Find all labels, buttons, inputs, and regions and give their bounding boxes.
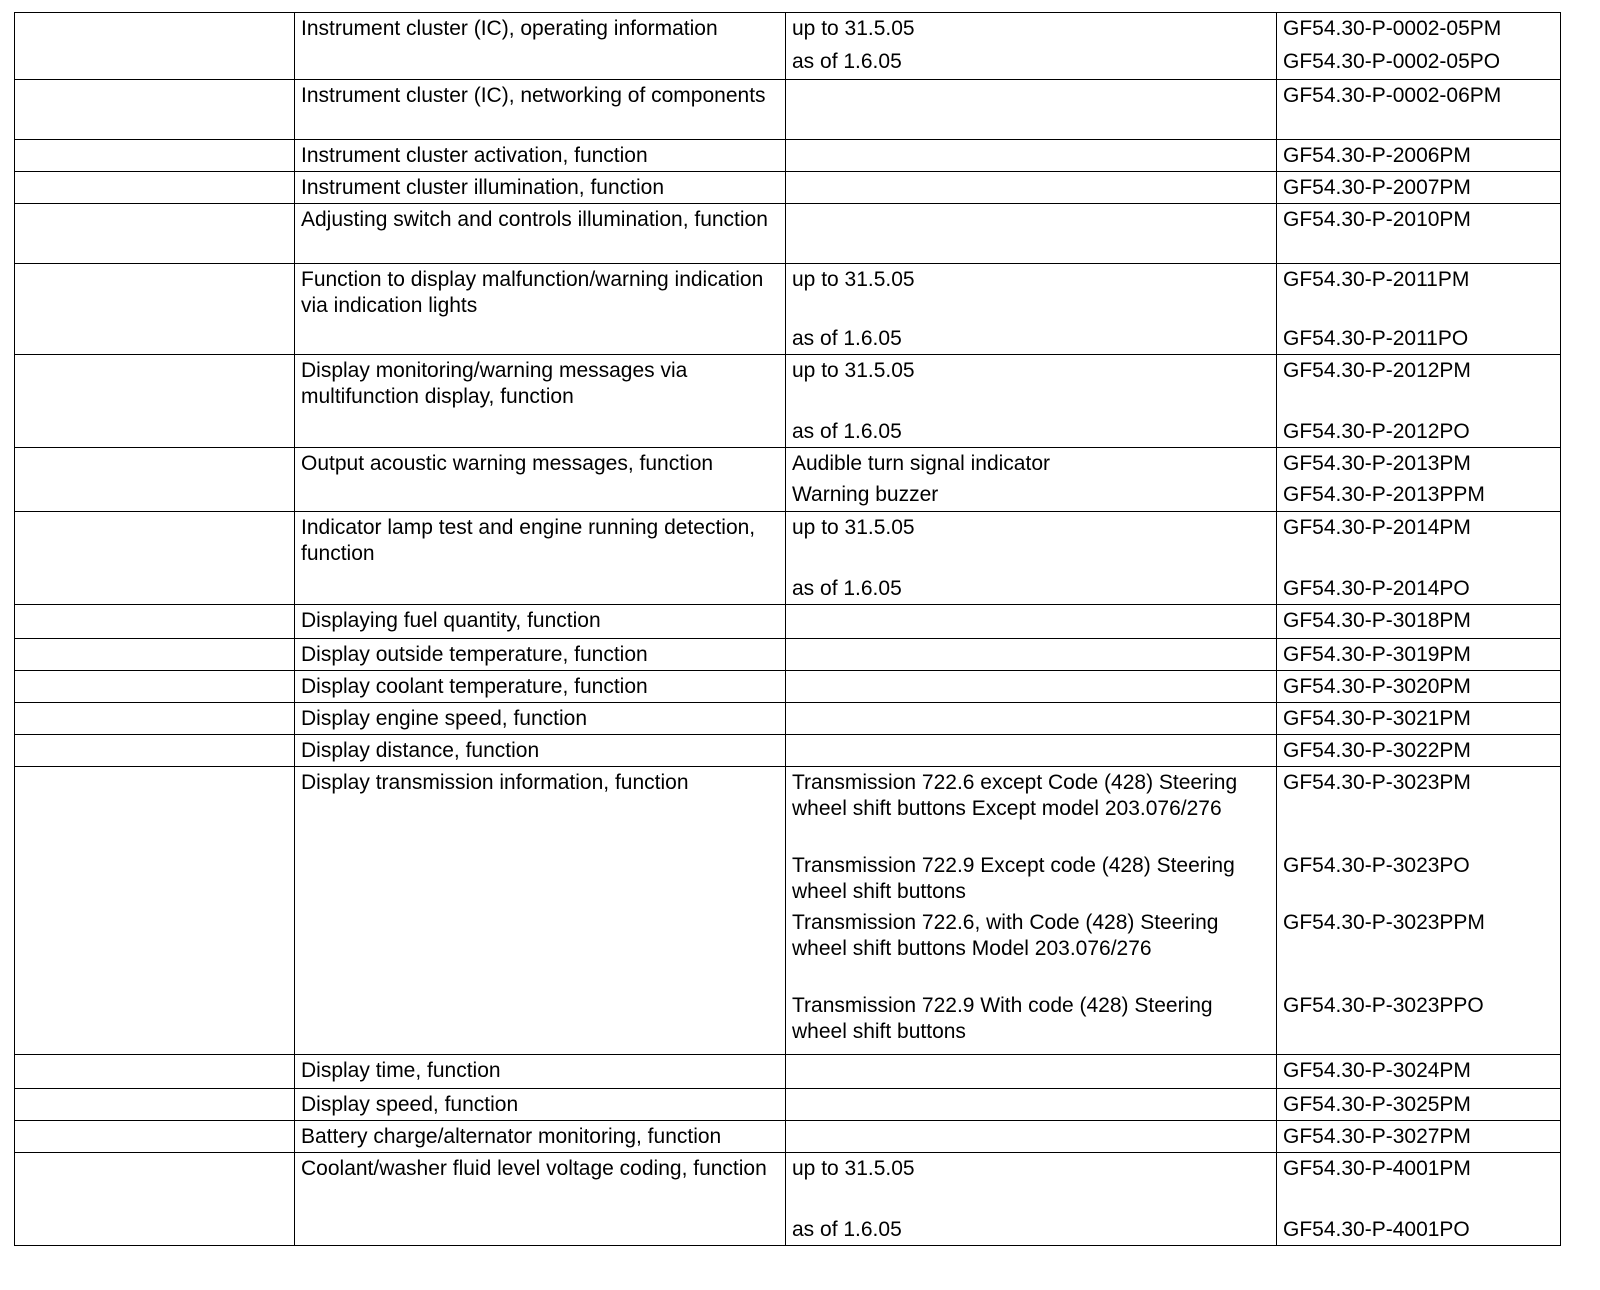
document-number-text: GF54.30-P-2011PO [1283, 327, 1469, 350]
document-number-text: GF54.30-P-3023PO [1283, 854, 1470, 877]
condition-text [792, 143, 1270, 169]
table-row [15, 80, 1561, 140]
document-number-text: GF54.30-P-2012PO [1283, 420, 1470, 443]
document-number-cell [1277, 1055, 1561, 1089]
empty-cell [15, 204, 295, 264]
description-cell: Display coolant temperature, function [295, 671, 786, 703]
document-number-cell [1277, 204, 1561, 264]
table-row [15, 605, 1561, 639]
condition-text [792, 175, 1270, 201]
document-number-text: GF54.30-P-3021PM [1283, 707, 1471, 730]
condition-cell [786, 1153, 1277, 1246]
empty-cell [15, 767, 295, 1055]
condition-cell [786, 448, 1277, 512]
table-row [15, 1089, 1561, 1121]
table-row [15, 1121, 1561, 1153]
condition-text [792, 706, 1270, 732]
description-cell: Instrument cluster (IC), operating information [295, 13, 786, 80]
document-number-text: GF54.30-P-2007PM [1283, 176, 1471, 199]
document-table [14, 12, 1561, 1246]
condition-text: Transmission 722.9 With code (428) Steering wheel shift buttons [792, 994, 1213, 1043]
condition-text: as of 1.6.05 [792, 577, 902, 600]
table-row [15, 140, 1561, 172]
condition-cell [786, 80, 1277, 140]
description-cell: Output acoustic warning messages, function [295, 448, 786, 512]
empty-cell [15, 639, 295, 671]
document-number-cell [1277, 13, 1561, 80]
document-number-text: GF54.30-P-4001PO [1283, 1218, 1470, 1241]
document-number-cell [1277, 448, 1561, 512]
document-number-cell [1277, 703, 1561, 735]
document-number-cell [1277, 264, 1561, 355]
table-row [15, 671, 1561, 703]
document-number-text: GF54.30-P-2013PM [1283, 452, 1471, 475]
condition-text [792, 738, 1270, 764]
document-number-text: GF54.30-P-0002-05PO [1283, 50, 1501, 73]
condition-text: as of 1.6.05 [792, 1218, 902, 1241]
condition-text: up to 31.5.05 [792, 516, 915, 539]
document-number-cell [1277, 1121, 1561, 1153]
condition-text [792, 207, 1270, 233]
table-row [15, 355, 1561, 448]
document-number-text: GF54.30-P-2012PM [1283, 359, 1471, 382]
description-cell: Display speed, function [295, 1089, 786, 1121]
description-cell: Indicator lamp test and engine running detection, function [295, 512, 786, 605]
document-number-cell [1277, 671, 1561, 703]
table-row [15, 703, 1561, 735]
condition-text [792, 1124, 1270, 1150]
document-number-text: GF54.30-P-2014PM [1283, 516, 1471, 539]
document-number-text: GF54.30-P-0002-06PM [1283, 84, 1502, 107]
condition-cell [786, 639, 1277, 671]
condition-text: as of 1.6.05 [792, 327, 902, 350]
condition-cell [786, 172, 1277, 204]
condition-text [792, 83, 1270, 109]
empty-cell [15, 264, 295, 355]
document-number-text: GF54.30-P-2011PM [1283, 268, 1470, 291]
table-row [15, 767, 1561, 1055]
description-cell: Display transmission information, function [295, 767, 786, 1055]
table-row [15, 204, 1561, 264]
document-number-cell [1277, 355, 1561, 448]
table-row [15, 448, 1561, 512]
condition-text: Transmission 722.6, with Code (428) Steering wheel shift buttons Model 203.076/276 [792, 911, 1219, 960]
document-number-text: GF54.30-P-3024PM [1283, 1059, 1471, 1082]
document-number-text: GF54.30-P-4001PM [1283, 1157, 1471, 1180]
document-number-text: GF54.30-P-2010PM [1283, 208, 1471, 231]
condition-text: up to 31.5.05 [792, 17, 915, 40]
document-number-text: GF54.30-P-0002-05PM [1283, 17, 1502, 40]
description-cell: Display outside temperature, function [295, 639, 786, 671]
description-cell: Function to display malfunction/warning indication via indication lights [295, 264, 786, 355]
condition-cell [786, 355, 1277, 448]
document-number-text: GF54.30-P-2006PM [1283, 144, 1471, 167]
description-cell: Display time, function [295, 1055, 786, 1089]
empty-cell [15, 1055, 295, 1089]
condition-text: Transmission 722.9 Except code (428) Steering wheel shift buttons [792, 854, 1235, 903]
document-number-text: GF54.30-P-3023PPM [1283, 911, 1485, 934]
table-body [15, 13, 1561, 1246]
document-number-text: GF54.30-P-2013PPM [1283, 483, 1485, 506]
condition-text [792, 642, 1270, 668]
condition-text: Transmission 722.6 except Code (428) Steering wheel shift buttons Except model 203.076/276 [792, 771, 1238, 820]
empty-cell [15, 1153, 295, 1246]
description-cell: Adjusting switch and controls illumination, function [295, 204, 786, 264]
table-row [15, 264, 1561, 355]
condition-text [792, 608, 1270, 634]
empty-cell [15, 13, 295, 80]
document-number-cell [1277, 1153, 1561, 1246]
document-number-cell [1277, 767, 1561, 1055]
table-row [15, 512, 1561, 605]
document-number-cell [1277, 512, 1561, 605]
document-number-cell [1277, 1089, 1561, 1121]
table-row [15, 1055, 1561, 1089]
document-number-text: GF54.30-P-3025PM [1283, 1093, 1471, 1116]
document-number-text: GF54.30-P-3019PM [1283, 643, 1471, 666]
condition-text [792, 1058, 1270, 1084]
empty-cell [15, 735, 295, 767]
condition-text: up to 31.5.05 [792, 268, 915, 291]
document-number-cell [1277, 80, 1561, 140]
document-number-text: GF54.30-P-3023PM [1283, 771, 1471, 794]
condition-cell [786, 264, 1277, 355]
document-number-text: GF54.30-P-3023PPO [1283, 994, 1484, 1017]
description-cell: Instrument cluster (IC), networking of components [295, 80, 786, 140]
document-number-cell [1277, 639, 1561, 671]
document-number-text: GF54.30-P-3027PM [1283, 1125, 1471, 1148]
empty-cell [15, 1121, 295, 1153]
description-cell: Display distance, function [295, 735, 786, 767]
description-cell: Instrument cluster illumination, function [295, 172, 786, 204]
document-number-cell [1277, 140, 1561, 172]
condition-cell [786, 767, 1277, 1055]
condition-text: as of 1.6.05 [792, 50, 902, 73]
condition-text: up to 31.5.05 [792, 1157, 915, 1180]
table-row [15, 1153, 1561, 1246]
condition-text: as of 1.6.05 [792, 420, 902, 443]
condition-cell [786, 1055, 1277, 1089]
condition-text: Warning buzzer [792, 483, 939, 506]
empty-cell [15, 140, 295, 172]
empty-cell [15, 355, 295, 448]
condition-cell [786, 703, 1277, 735]
description-cell: Display engine speed, function [295, 703, 786, 735]
empty-cell [15, 448, 295, 512]
condition-text [792, 1092, 1270, 1118]
table-row [15, 13, 1561, 80]
document-number-cell [1277, 605, 1561, 639]
empty-cell [15, 703, 295, 735]
condition-cell [786, 13, 1277, 80]
empty-cell [15, 605, 295, 639]
empty-cell [15, 80, 295, 140]
condition-cell [786, 140, 1277, 172]
condition-text [792, 674, 1270, 700]
empty-cell [15, 1089, 295, 1121]
empty-cell [15, 172, 295, 204]
condition-cell [786, 671, 1277, 703]
description-cell: Display monitoring/warning messages via multifunction display, function [295, 355, 786, 448]
description-cell: Displaying fuel quantity, function [295, 605, 786, 639]
condition-cell [786, 512, 1277, 605]
description-cell: Battery charge/alternator monitoring, function [295, 1121, 786, 1153]
condition-cell [786, 1089, 1277, 1121]
empty-cell [15, 671, 295, 703]
document-number-text: GF54.30-P-2014PO [1283, 577, 1470, 600]
description-cell: Instrument cluster activation, function [295, 140, 786, 172]
document-number-cell [1277, 172, 1561, 204]
condition-cell [786, 735, 1277, 767]
condition-text: up to 31.5.05 [792, 359, 915, 382]
table-row [15, 172, 1561, 204]
condition-cell [786, 1121, 1277, 1153]
condition-text: Audible turn signal indicator [792, 452, 1050, 475]
document-number-text: GF54.30-P-3020PM [1283, 675, 1471, 698]
document-number-text: GF54.30-P-3022PM [1283, 739, 1471, 762]
description-cell: Coolant/washer fluid level voltage coding, function [295, 1153, 786, 1246]
condition-cell [786, 204, 1277, 264]
document-number-cell [1277, 735, 1561, 767]
condition-cell [786, 605, 1277, 639]
table-row [15, 735, 1561, 767]
empty-cell [15, 512, 295, 605]
table-row [15, 639, 1561, 671]
document-number-text: GF54.30-P-3018PM [1283, 609, 1471, 632]
